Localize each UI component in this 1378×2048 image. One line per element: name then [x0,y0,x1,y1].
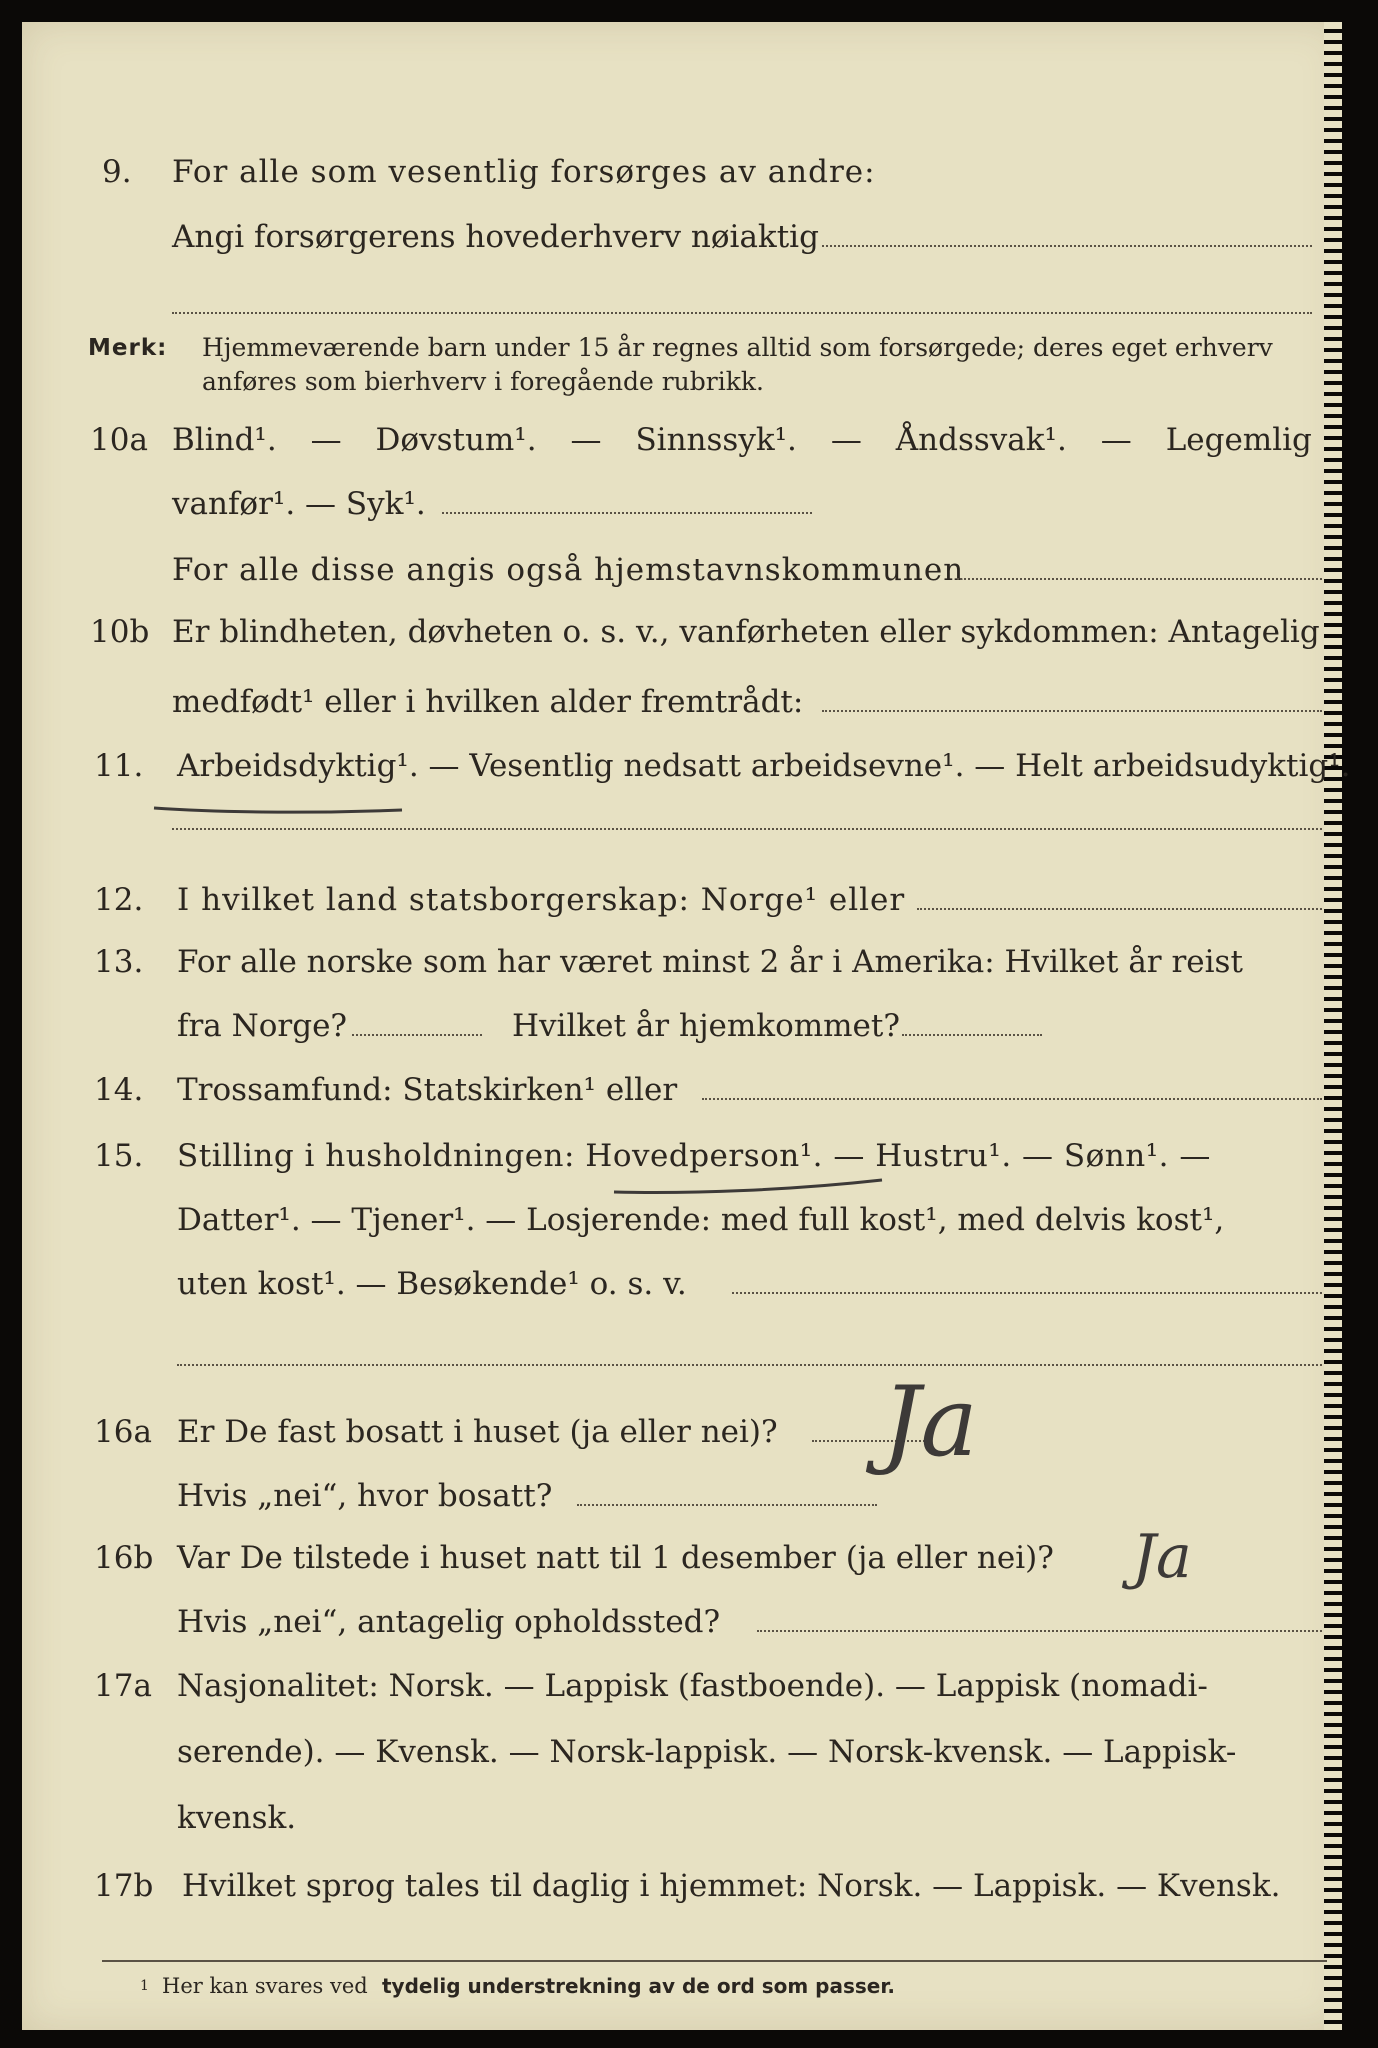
question-text: Er blindheten, døvheten o. s. v., vanførheten eller sykdommen: Antagelig [172,614,1320,650]
answer-line [577,1504,877,1506]
answer-line [822,245,1312,247]
question-text: For alle disse angis også hjemstavnskommunen [172,552,965,588]
answer-line [702,1098,1322,1100]
answer-line [172,312,1312,314]
option-text: Sinnssyk¹. [635,422,797,458]
question-text: Trossamfund: Statskirken¹ eller [177,1072,678,1108]
question-number: 10a [90,422,148,458]
dash: — [1100,422,1132,458]
question-number: 14. [94,1072,144,1108]
question-text: I hvilket land statsborgerskap: Norge¹ eller [177,882,906,918]
question-text: Arbeidsdyktig¹. — Vesentlig nedsatt arbeidsevne¹. — Helt arbeidsudyktig¹. [177,748,1351,784]
footnote-mark: 1 [140,1978,149,1994]
question-text: Nasjonalitet: Norsk. — Lappisk (fastboende). — Lappisk (nomadi- [177,1668,1208,1704]
option-text: Døvstum¹. [375,422,537,458]
question-text: Var De tilstede i huset natt til 1 desember (ja eller nei)? [177,1540,1054,1576]
answer-line [172,828,1322,830]
note-text: Hjemmeværende barn under 15 år regnes alltid som forsørgede; deres eget erhverv [202,333,1273,362]
census-form-page [22,22,1351,2030]
question-number: 16b [94,1540,154,1576]
question-text: For alle som vesentlig forsørges av andre: [172,154,876,190]
question-number: 17b [94,1868,154,1904]
question-text: vanfør¹. — Syk¹. [172,486,426,522]
answer-line [957,578,1322,580]
question-number: 11. [94,748,144,784]
question-text: Hvis „nei“, hvor bosatt? [177,1478,553,1514]
question-text: Hvilket år hjemkommet? [512,1008,900,1044]
handwritten-answer: Ja [1132,1522,1192,1592]
answer-line [352,1034,482,1036]
handwritten-underline [612,1172,892,1202]
note-text: anføres som bierhverv i foregående rubrikk. [202,367,764,396]
handwritten-underline [152,800,412,820]
footnote-divider [102,1960,1327,1962]
question-number: 15. [94,1138,144,1174]
dash: — [310,422,342,458]
question-text: uten kost¹. — Besøkende¹ o. s. v. [177,1266,687,1302]
question-number: 10b [90,614,150,650]
option-text: Åndssvak¹. [895,422,1067,458]
question-text: Hvilket sprog tales til daglig i hjemmet: Norsk. — Lappisk. — Kvensk. [182,1868,1281,1904]
answer-line [822,710,1322,712]
answer-line [732,1292,1322,1294]
option-text: Blind¹. [172,422,277,458]
question-text: Hvis „nei“, antagelig opholdssted? [177,1604,721,1640]
dash: — [830,422,862,458]
question-text: fra Norge? [177,1008,348,1044]
handwritten-answer: Ja [882,1366,978,1478]
question-text: Datter¹. — Tjener¹. — Losjerende: med full kost¹, med delvis kost¹, [177,1202,1225,1238]
answer-line [917,908,1322,910]
footnote-text: Her kan svares ved [162,1974,368,1998]
question-text: Stilling i husholdningen: Hovedperson¹. — Hustru¹. — Sønn¹. — [177,1138,1211,1174]
question-number: 12. [94,882,144,918]
question-text: kvensk. [177,1800,297,1836]
option-text: Legemlig [1165,422,1312,458]
answer-line [902,1034,1042,1036]
question-number: 17a [94,1668,152,1704]
question-text: serende). — Kvensk. — Norsk-lappisk. — Norsk-kvensk. — Lappisk- [177,1734,1237,1770]
answer-line [177,1364,1322,1366]
question-options [172,420,1312,460]
answer-line [757,1630,1322,1632]
question-number: 16a [94,1414,152,1450]
perforated-edge [1324,22,1342,2030]
question-text: Er De fast bosatt i huset (ja eller nei)? [177,1414,778,1450]
footnote-bold-text: tydelig understrekning av de ord som passer. [382,1974,895,1998]
question-number: 9. [102,154,132,190]
question-number: 13. [94,944,144,980]
note-label: Merk: [88,335,168,361]
question-text: Angi forsørgerens hovederhverv nøiaktig [172,219,819,255]
question-text: For alle norske som har været minst 2 år i Amerika: Hvilket år reist [177,944,1243,980]
question-text: medfødt¹ eller i hvilken alder fremtrådt: [172,684,804,720]
dash: — [570,422,602,458]
answer-line [442,512,812,514]
